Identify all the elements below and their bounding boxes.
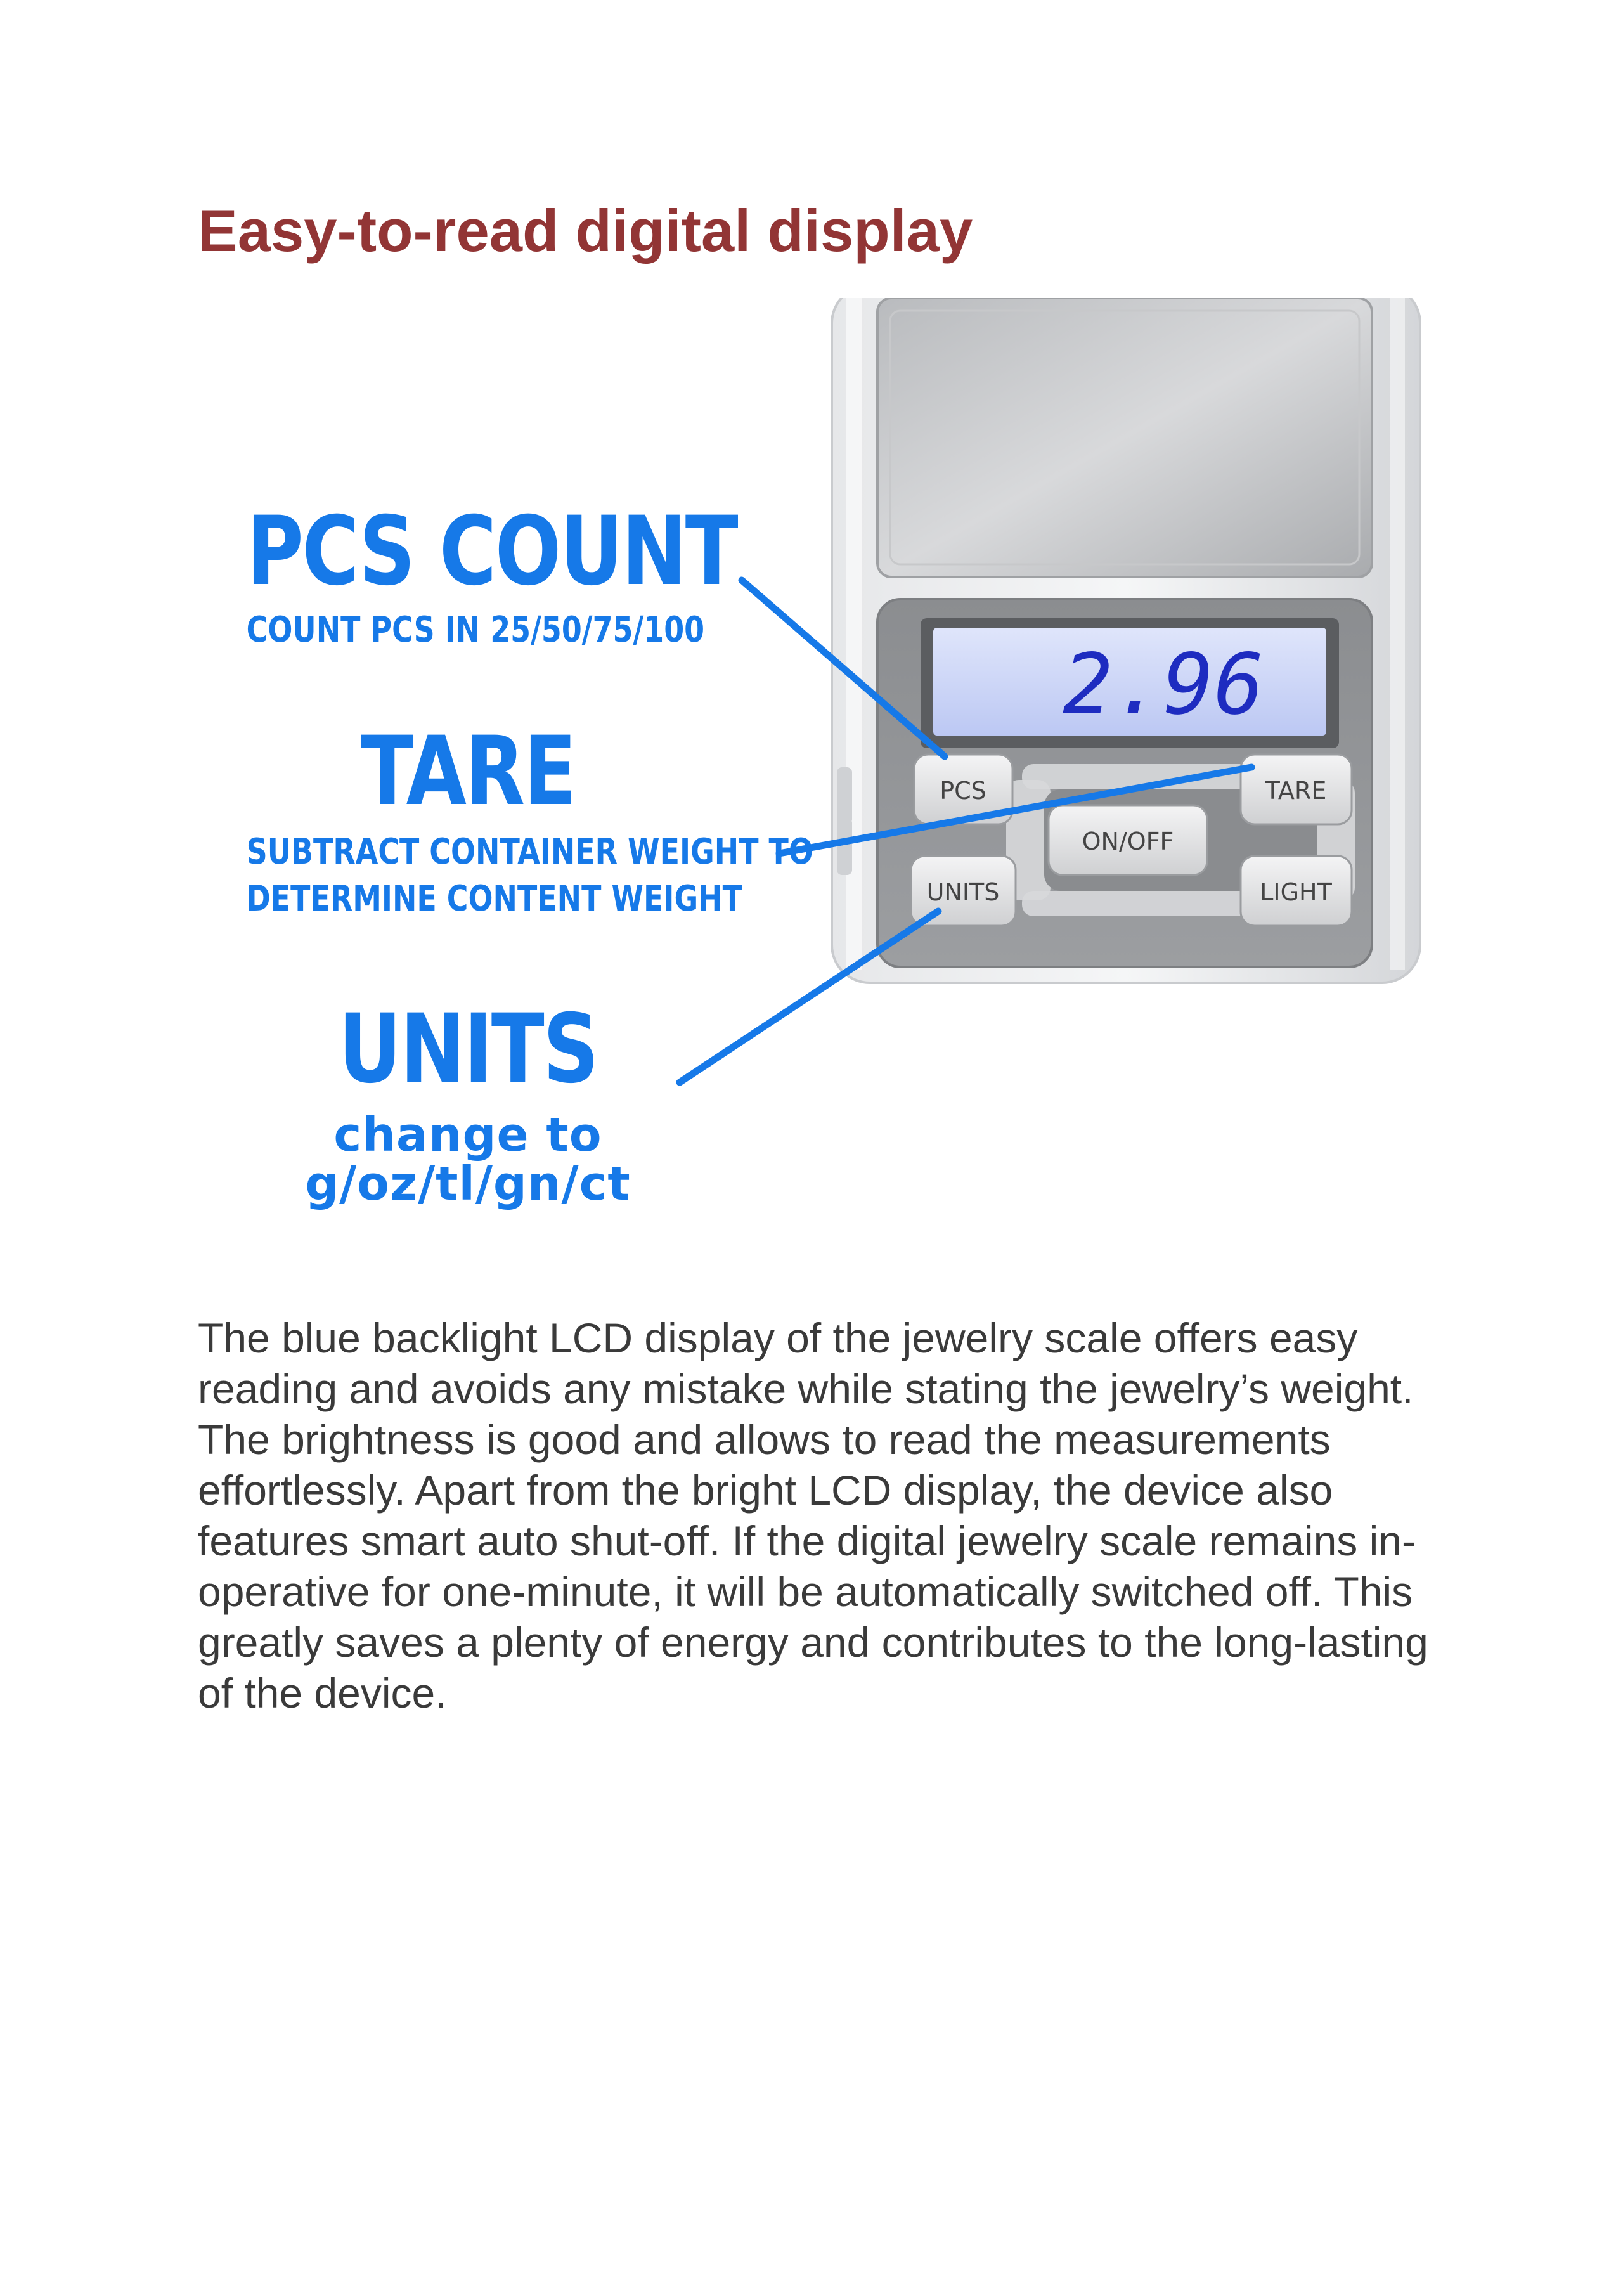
svg-text:UNITS: UNITS	[926, 878, 1000, 906]
svg-text:ON/OFF: ON/OFF	[1082, 827, 1174, 855]
tare-subtitle-line-2: DETERMINE CONTENT WEIGHT	[246, 878, 742, 919]
weighing-plate	[877, 298, 1372, 577]
scale-illustration	[198, 298, 1425, 1236]
tare-title: TARE	[360, 717, 576, 827]
tare-button	[1241, 755, 1352, 824]
page-heading: Easy-to-read digital display	[198, 197, 973, 264]
svg-text:LIGHT: LIGHT	[1260, 878, 1332, 906]
svg-text:TARE: TARE	[1265, 777, 1327, 805]
units-title: UNITS	[338, 994, 598, 1105]
body-paragraph: The blue backlight LCD display of the jewelry scale offers easy reading and avoids any mistake while stating the jewelry’s weight. The brightness is good and allows to read the measurements effortlessly. Apart from the bright LCD display, the device also features smart auto shut-off. If the digital jewelry scale remains in-operative for one-minute, it will be automatically switched off. This greatly saves a plenty of energy and contributes to the long-lasting of the device.	[198, 1314, 1428, 1716]
units-callout-line	[680, 911, 938, 1082]
units-subtitle-line-1: change to	[333, 1108, 602, 1162]
pcs-count-title: PCS COUNT	[246, 496, 737, 607]
on-off-button	[1049, 805, 1207, 875]
pcs-count-subtitle: COUNT PCS IN 25/50/75/100	[246, 609, 705, 651]
units-subtitle-line-2: g/oz/tl/gn/ct	[305, 1157, 631, 1211]
light-button	[1241, 856, 1352, 926]
lcd-readout: 2.96	[1063, 636, 1264, 734]
control-panel	[877, 599, 1372, 967]
tare-subtitle-line-1: SUBTRACT CONTAINER WEIGHT TO	[246, 831, 813, 872]
svg-text:PCS: PCS	[940, 777, 986, 805]
